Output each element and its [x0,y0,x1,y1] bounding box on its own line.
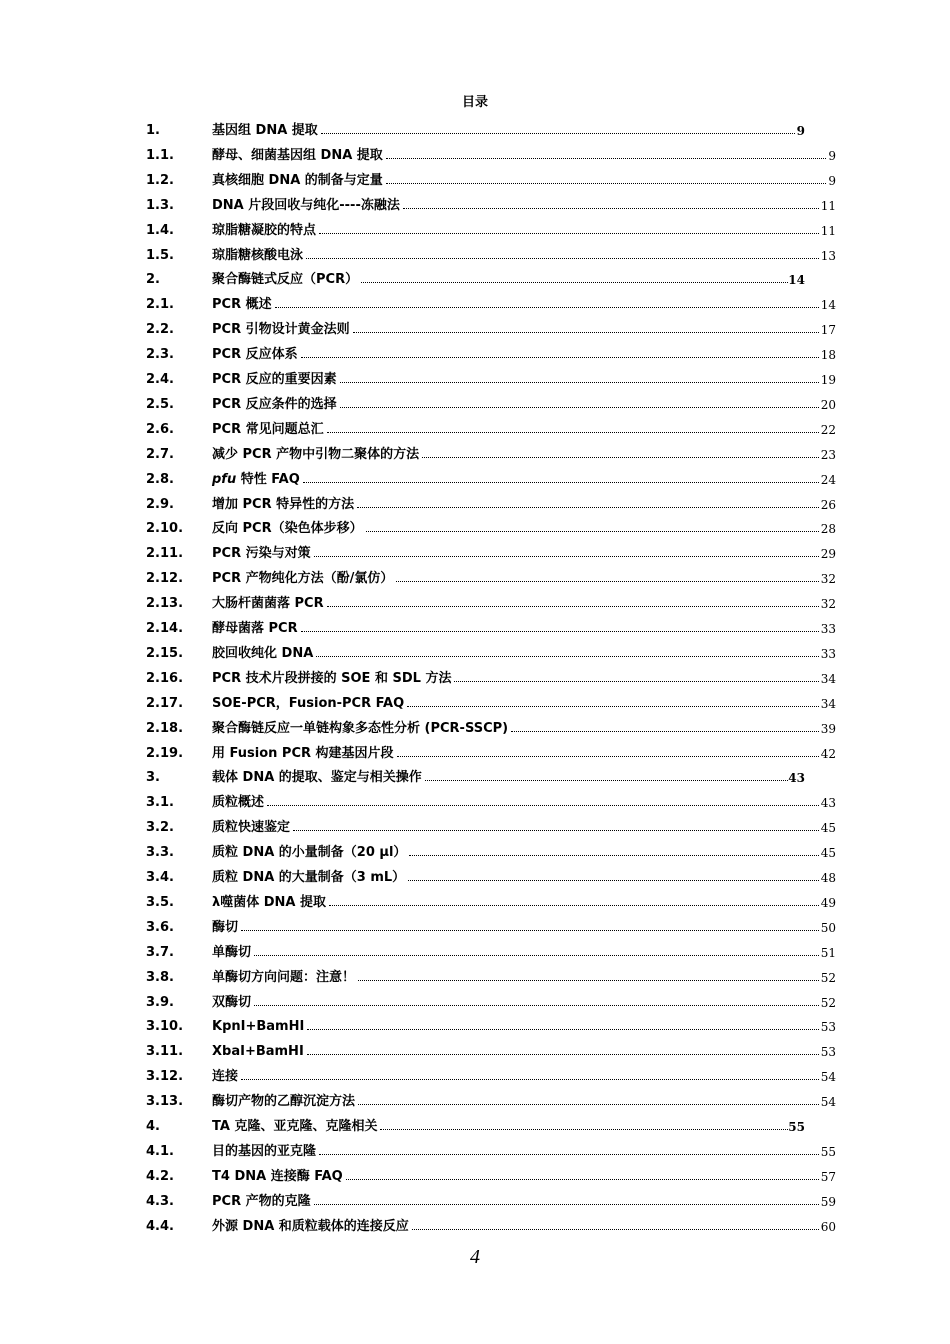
toc-entry-title: KpnI+BamHI [212,1019,305,1035]
toc-entry-page: 24 [820,472,836,487]
toc-title: 目录 [461,95,488,110]
toc-entry-title: 琼脂糖凝胶的特点 [212,222,317,238]
toc-entry-title: PCR 产物的克隆 [212,1193,311,1209]
toc-entry-number: 4.2. [146,1168,174,1184]
toc-entry-leader [306,258,819,259]
toc-entry-leader [329,905,819,906]
toc-entry-number: 1. [146,123,160,138]
toc-entry[interactable] [0,441,950,465]
toc-entry-title: 单酶切 [212,944,252,960]
toc-entry-page: 55 [820,1144,836,1159]
toc-entry-page: 59 [820,1194,836,1209]
toc-entry-page: 19 [820,373,836,387]
toc-entry[interactable] [0,167,950,191]
toc-entry-title: 质粒 DNA 的大量制备（3 mL） [212,870,406,885]
toc-entry-leader [403,208,819,209]
toc-entry-page: 54 [820,1095,836,1110]
toc-entry-leader [358,980,819,981]
toc-entry-number: 2.16. [146,670,184,686]
toc-entry[interactable] [0,789,950,813]
toc-entry-title: 酵母、细菌基因组 DNA 提取 [212,147,383,163]
toc-entry-leader [412,1229,819,1230]
toc-entry-number: 2.11. [146,546,184,562]
toc-entry-leader [314,556,819,557]
toc-entry-page: 52 [820,995,836,1010]
toc-entry-title: 反向 PCR（染色体步移） [212,521,363,537]
toc-entry-page: 49 [820,895,836,910]
toc-entry-page: 33 [820,646,836,661]
toc-entry-title: 单酶切方向问题：注意！ [212,969,356,985]
toc-entry-title: PCR 污染与对策 [212,546,311,562]
toc-entry[interactable] [0,192,950,216]
toc-entry-leader [321,133,795,134]
toc-entry-title-italic: pfu [212,471,237,487]
toc-entry-title: SOE-PCR，Fusion-PCR FAQ [212,695,405,711]
toc-entry-number: 3.8. [146,969,174,985]
toc-entry-number: 3.6. [146,919,174,935]
toc-entry-number: 3.1. [146,795,174,811]
toc-entry-title-rest: 特性 FAQ [236,471,300,487]
toc-entry-number: 1.5. [146,247,174,263]
toc-entry-page: 9 [796,124,805,138]
toc-entry[interactable] [0,1138,950,1162]
toc-entry-title: 增加 PCR 特异性的方法 [212,496,355,512]
toc-entry-page: 22 [820,422,836,437]
toc-entry-page: 45 [820,821,836,836]
toc-entry-title: 基因组 DNA 提取 [212,123,318,138]
toc-entry[interactable] [0,515,950,539]
toc-entry-number: 1.1. [146,147,174,163]
toc-entry[interactable] [0,964,950,988]
toc-entry-page: 54 [820,1070,836,1085]
toc-entry-page: 23 [820,447,836,462]
toc-entry-leader [511,731,819,732]
toc-entry-number: 2.9. [146,496,174,512]
toc-entry-title: 胶回收纯化 DNA [212,645,314,661]
toc-entry-leader [319,1154,819,1155]
toc-entry[interactable] [0,615,950,639]
toc-entry[interactable] [0,341,950,365]
toc-entry-page: 32 [820,572,836,587]
toc-entry[interactable] [0,1188,950,1212]
toc-entry[interactable] [0,1038,950,1062]
toc-entry[interactable] [0,466,950,490]
toc-entry-page: 55 [788,1120,805,1134]
toc-entry-title: PCR 技术片段拼接的 SOE 和 SDL 方法 [212,670,452,686]
toc-entry-leader [357,507,819,508]
toc-entry-title: 质粒概述 [212,795,265,811]
toc-entry-number: 2.18. [146,720,184,736]
toc-entry-number: 1.2. [146,172,174,188]
toc-entry-title: PCR 常见问题总汇 [212,421,324,437]
toc-entry-number: 3.9. [146,994,174,1010]
toc-entry-page: 33 [820,622,836,636]
toc-entry-title: T4 DNA 连接酶 FAQ [212,1168,343,1184]
toc-entry[interactable] [0,291,950,315]
toc-entry-number: 2.10. [146,521,184,537]
toc-entry-number: 2.15. [146,645,184,661]
toc-entry-page: 52 [820,970,836,985]
toc-entry-page: 60 [820,1219,836,1234]
toc-entry-leader [386,183,826,184]
toc-entry-number: 3.3. [146,845,174,861]
toc-entry-number: 4. [146,1119,160,1134]
toc-entry[interactable] [0,1088,950,1112]
toc-entry-number: 2.7. [146,446,174,462]
toc-entry-title [212,468,300,487]
toc-entry-title: PCR 产物纯化方法（酚/氯仿） [212,571,394,587]
toc-entry-number: 2.1. [146,297,174,313]
toc-entry[interactable] [0,690,950,714]
toc-entry-number: 3.5. [146,894,174,910]
toc-entry[interactable] [0,889,950,913]
toc-entry[interactable] [0,117,950,141]
toc-entry-number: 4.1. [146,1143,174,1159]
toc-entry-number: 2.3. [146,347,174,363]
toc-entry-leader [380,1129,788,1130]
toc-entry-leader [366,531,819,532]
toc-entry-title: 外源 DNA 和质粒载体的连接反应 [212,1218,409,1234]
toc-entry-leader [319,233,819,234]
toc-entry-title: 双酶切 [212,994,252,1010]
toc-entry-page: 13 [820,248,836,263]
toc-entry-page: 48 [820,871,836,885]
toc-entry-leader [301,357,819,358]
toc-entry-title: 聚合酶链反应一单链构象多态性分析 (PCR-SSCP) [212,720,509,736]
toc-entry[interactable] [0,665,950,689]
toc-entry-leader [397,756,819,757]
toc-entry[interactable] [0,491,950,515]
toc-entry-number: 2.5. [146,396,174,412]
toc-entry-title: 减少 PCR 产物中引物二聚体的方法 [212,446,420,462]
toc-entry-title: DNA 片段回收与纯化----冻融法 [212,197,400,213]
toc-entry[interactable] [0,565,950,589]
toc-entry-page: 57 [820,1169,836,1184]
toc-entry-leader [241,930,819,931]
toc-entry-number: 4.3. [146,1193,174,1209]
toc-entry-leader [254,955,819,956]
toc-entry-title: 聚合酶链式反应（PCR） [212,272,359,288]
toc-entry[interactable] [0,764,950,788]
toc-entry-number: 1.3. [146,197,174,213]
toc-entry-leader [353,332,819,333]
toc-entry[interactable] [0,864,950,888]
toc-entry-leader [454,681,819,682]
toc-entry-leader [307,1029,819,1030]
toc-entry-number: 2.19. [146,745,184,761]
toc-entry[interactable] [0,1163,950,1187]
toc-entry[interactable] [0,142,950,166]
toc-entry-leader [407,706,819,707]
toc-entry-leader [340,407,819,408]
toc-entry-leader [361,282,788,283]
toc-entry-title: 用 Fusion PCR 构建基因片段 [212,745,394,761]
toc-entry-leader [307,1054,819,1055]
toc-entry-number: 3. [146,770,160,786]
toc-entry-title: PCR 概述 [212,297,272,313]
toc-entry[interactable] [0,217,950,241]
toc-entry[interactable] [0,640,950,664]
toc-entry-leader [275,307,819,308]
toc-entry-page: 11 [820,198,836,213]
toc-entry-page: 50 [820,920,836,935]
toc-entry-number: 2.13. [146,596,184,612]
toc-entry-leader [408,880,819,881]
toc-entry-leader [303,482,819,483]
toc-entry-page: 18 [820,348,836,363]
toc-entry-number: 2. [146,272,160,288]
toc-entry-number: 3.11. [146,1044,184,1060]
toc-entry-page: 9 [828,173,836,188]
toc-entry-number: 2.14. [146,621,184,636]
toc-entry-page: 28 [820,522,836,537]
toc-entry-leader [327,432,819,433]
toc-entry[interactable] [0,1063,950,1087]
toc-entry-leader [267,805,819,806]
toc-entry[interactable] [0,416,950,440]
toc-entry-leader [422,457,819,458]
toc-entry-title: PCR 反应的重要因素 [212,372,337,387]
toc-entry-title: 大肠杆菌菌落 PCR [212,596,324,612]
toc-entry-leader [316,656,819,657]
toc-entry-number: 2.6. [146,421,174,437]
toc-entry-leader [254,1005,819,1006]
toc-entry-page: 53 [820,1020,836,1035]
toc-entry-number: 4.4. [146,1218,174,1234]
toc-entry-title: TA 克隆、亚克隆、克隆相关 [212,1119,378,1134]
toc-entry-number: 3.2. [146,820,174,836]
toc-entry-number: 3.7. [146,944,174,960]
toc-entry[interactable] [0,1213,950,1237]
toc-entry[interactable] [0,939,950,963]
toc-entry-number: 3.13. [146,1094,184,1110]
toc-entry-page: 17 [820,323,836,338]
toc-entry-page: 34 [820,696,836,711]
toc-entry-number: 3.12. [146,1069,184,1085]
toc-entry[interactable] [0,839,950,863]
toc-entry-number: 3.10. [146,1019,184,1035]
toc-entry-page: 29 [820,547,836,562]
toc-entry-page: 14 [820,298,836,313]
toc-entry[interactable] [0,914,950,938]
toc-entry[interactable] [0,1013,950,1037]
toc-entry-number: 2.2. [146,322,174,338]
page-number: 4 [470,1246,480,1268]
toc-entry[interactable] [0,740,950,764]
toc-entry-title: λ噬菌体 DNA 提取 [212,894,327,910]
toc-entry[interactable] [0,242,950,266]
toc-entry[interactable] [0,590,950,614]
toc-entry-number: 2.17. [146,695,184,711]
toc-entry[interactable] [0,266,950,290]
toc-entry-leader [301,631,819,632]
toc-entry-title: 载体 DNA 的提取、鉴定与相关操作 [212,770,422,786]
toc-entry-number: 3.4. [146,870,174,885]
toc-entry-title: 琼脂糖核酸电泳 [212,247,304,263]
toc-entry-page: 39 [820,721,836,736]
toc-entry-leader [425,780,788,781]
toc-entry-leader [358,1104,819,1105]
toc-entry-page: 14 [788,273,805,288]
toc-entry-leader [409,855,819,856]
toc-entry-page: 42 [820,746,836,761]
toc-entry-title: PCR 引物设计黄金法则 [212,322,350,338]
toc-entry-number: 2.4. [146,372,174,387]
toc-entry[interactable] [0,391,950,415]
toc-entry-number: 2.12. [146,571,184,587]
toc-entry-page: 26 [820,497,836,512]
toc-entry-page: 43 [820,796,836,811]
toc-entry[interactable] [0,814,950,838]
toc-entry-title: 连接 [212,1069,239,1085]
toc-entry-leader [396,581,819,582]
toc-entry-leader [346,1179,819,1180]
toc-entry[interactable] [0,989,950,1013]
toc-entry-page: 32 [820,597,836,612]
toc-entry-page: 53 [820,1045,836,1060]
toc-entry-leader [327,606,819,607]
toc-entry-leader [241,1079,819,1080]
toc-entry[interactable] [0,1113,950,1137]
toc-entry-leader [340,382,819,383]
toc-entry-page: 45 [820,846,836,861]
toc-entry-page: 43 [788,771,805,786]
toc-entry-leader [314,1204,819,1205]
toc-entry-page: 20 [820,397,836,412]
toc-entry-title: 目的基因的亚克隆 [212,1143,317,1159]
toc-entry[interactable] [0,715,950,739]
toc-entry[interactable] [0,366,950,390]
toc-entry-title: XbaI+BamHI [212,1044,304,1060]
toc-entry-page: 9 [828,148,836,163]
toc-entry-page: 34 [820,671,836,686]
toc-entry-title: 质粒 DNA 的小量制备（20 µl） [212,845,407,861]
toc-entry-title: 酶切 [212,919,239,935]
toc-entry-leader [293,830,819,831]
toc-entry-page: 11 [820,223,836,238]
toc-entry-title: 酶切产物的乙醇沉淀方法 [212,1094,356,1110]
toc-entry-title: 真核细胞 DNA 的制备与定量 [212,172,383,188]
toc-entry-title: PCR 反应条件的选择 [212,396,337,412]
toc-entry-title: PCR 反应体系 [212,347,298,363]
toc-entry[interactable] [0,316,950,340]
toc-entry-number: 1.4. [146,222,174,238]
toc-entry-leader [386,158,826,159]
toc-entry-title: 酵母菌落 PCR [212,621,298,636]
toc-entry-number: 2.8. [146,471,174,487]
toc-entry-page: 51 [820,945,836,960]
toc-entry[interactable] [0,540,950,564]
toc-entry-title: 质粒快速鉴定 [212,820,291,836]
